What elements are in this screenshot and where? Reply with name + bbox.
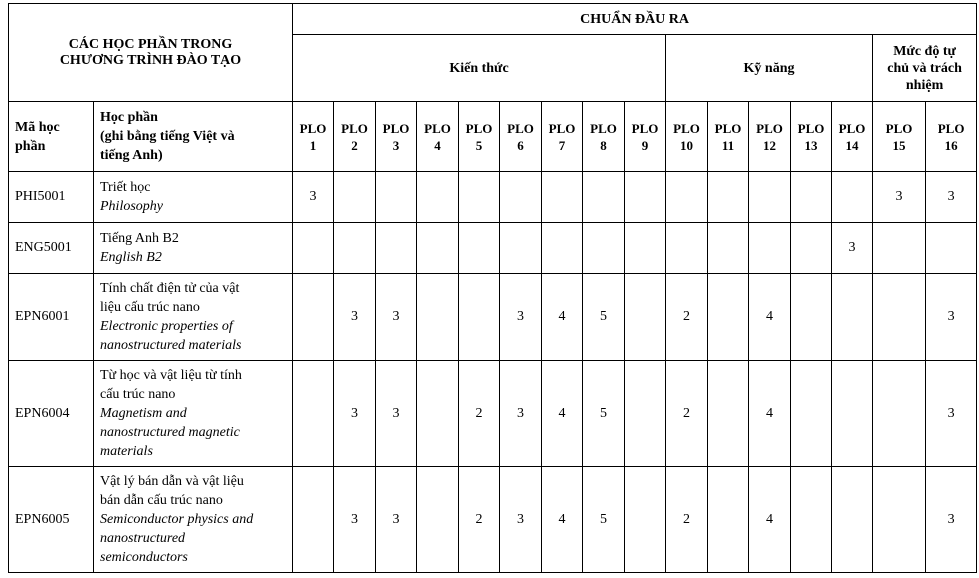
plo-4-level (417, 361, 459, 467)
plo-header-8 (583, 102, 625, 172)
course-name-vietnamese: Vật lý bán dẫn và vật liệu (100, 474, 244, 489)
plo-16-level: 3 (926, 172, 977, 223)
plo-header-1 (293, 102, 334, 172)
plo-7-level: 4 (542, 274, 583, 361)
plo-number: 9 (641, 137, 649, 153)
plo-prefix: PLO (673, 120, 700, 136)
plo-prefix: PLO (937, 120, 965, 136)
plo-number: 10 (680, 137, 693, 153)
plo-16-level: 3 (926, 467, 977, 573)
course-name-english: nanostructured magnetic (100, 425, 240, 440)
plo-2-level (334, 223, 376, 274)
course-name-english: Magnetism and (100, 406, 187, 421)
course-name-english: Electronic properties of (100, 319, 233, 334)
program-courses-title (9, 4, 293, 102)
plo-1-level (293, 361, 334, 467)
plo-8-level (583, 172, 625, 223)
plo-11-level (708, 467, 749, 573)
plo-7-level: 4 (542, 361, 583, 467)
autonomy-line-1: Mức độ tự (893, 43, 956, 59)
plo-3-level: 3 (376, 274, 417, 361)
plo-15-level: 3 (873, 172, 926, 223)
plo-6-level: 3 (500, 274, 542, 361)
course-name (94, 223, 293, 274)
plo-9-level (625, 172, 666, 223)
plo-15-level (873, 223, 926, 274)
course-code: EPN6005 (9, 467, 94, 573)
plo-prefix: PLO (299, 120, 327, 136)
course-code: EPN6004 (9, 361, 94, 467)
plo-13-level (791, 467, 832, 573)
plo-1-level: 3 (293, 172, 334, 223)
knowledge-header: Kiến thức (293, 35, 666, 102)
plo-prefix: PLO (507, 120, 534, 136)
course-code: ENG5001 (9, 223, 94, 274)
plo-number: 6 (517, 137, 524, 153)
course-name-english: nanostructured (100, 531, 186, 546)
plo-header-12 (749, 102, 791, 172)
plo-4-level (417, 274, 459, 361)
learning-outcomes-header: CHUẨN ĐẦU RA (293, 4, 977, 35)
course-name-english: Philosophy (100, 199, 163, 214)
plo-2-level: 3 (334, 274, 376, 361)
course-name-vietnamese: Triết học (100, 180, 151, 195)
plo-header-13 (791, 102, 832, 172)
plo-prefix: PLO (714, 120, 742, 136)
curriculum-outcome-matrix (8, 3, 977, 573)
plo-header-9 (625, 102, 666, 172)
plo-14-level: 3 (832, 223, 873, 274)
plo-header-10 (666, 102, 708, 172)
table-row (9, 274, 977, 361)
plo-3-level (376, 172, 417, 223)
plo-1-level (293, 274, 334, 361)
plo-11-level (708, 172, 749, 223)
plo-prefix: PLO (382, 120, 410, 136)
plo-11-level (708, 223, 749, 274)
plo-9-level (625, 361, 666, 467)
plo-4-level (417, 467, 459, 573)
plo-10-level: 2 (666, 274, 708, 361)
plo-number: 12 (763, 137, 776, 153)
plo-10-level: 2 (666, 361, 708, 467)
plo-15-level (873, 467, 926, 573)
plo-header-15 (873, 102, 926, 172)
plo-8-level: 5 (583, 361, 625, 467)
plo-number: 1 (309, 137, 317, 153)
plo-12-level (749, 172, 791, 223)
plo-number: 11 (721, 137, 735, 153)
plo-10-level (666, 223, 708, 274)
plo-number: 7 (558, 137, 566, 153)
plo-9-level (625, 223, 666, 274)
plo-11-level (708, 361, 749, 467)
plo-14-level (832, 467, 873, 573)
plo-13-level (791, 361, 832, 467)
plo-prefix: PLO (590, 120, 617, 136)
plo-prefix: PLO (424, 120, 451, 136)
plo-header-6 (500, 102, 542, 172)
plo-16-level: 3 (926, 274, 977, 361)
plo-header-5 (459, 102, 500, 172)
plo-15-level (873, 274, 926, 361)
plo-7-level (542, 172, 583, 223)
plo-2-level: 3 (334, 361, 376, 467)
course-code: PHI5001 (9, 172, 94, 223)
course-name-vietnamese: Từ học và vật liệu từ tính (100, 368, 242, 383)
plo-10-level (666, 172, 708, 223)
course-name-vietnamese: bán dẫn cấu trúc nano (100, 493, 223, 508)
plo-prefix: PLO (548, 120, 576, 136)
plo-13-level (791, 274, 832, 361)
title-line-1: CÁC HỌC PHẦN TRONG (68, 36, 233, 52)
plo-14-level (832, 361, 873, 467)
plo-prefix: PLO (631, 120, 659, 136)
plo-9-level (625, 467, 666, 573)
plo-5-level (459, 274, 500, 361)
plo-12-level (749, 223, 791, 274)
plo-13-level (791, 172, 832, 223)
plo-16-level (926, 223, 977, 274)
course-name-english: English B2 (100, 250, 162, 265)
course-name-vietnamese: Tiếng Anh B2 (100, 231, 179, 246)
table-row (9, 172, 977, 223)
title-line-2: CHƯƠNG TRÌNH ĐÀO TẠO (59, 52, 242, 68)
plo-11-level (708, 274, 749, 361)
plo-2-level: 3 (334, 467, 376, 573)
plo-16-level: 3 (926, 361, 977, 467)
autonomy-line-2: chủ và trách (887, 60, 962, 76)
course-name-vietnamese: cấu trúc nano (100, 387, 176, 402)
course-header-line-2: (ghi bằng tiếng Việt và (100, 129, 235, 144)
plo-4-level (417, 172, 459, 223)
course-name-english: Semiconductor physics and (100, 512, 254, 527)
plo-header-2 (334, 102, 376, 172)
plo-8-level: 5 (583, 274, 625, 361)
plo-prefix: PLO (885, 120, 913, 136)
plo-number: 3 (392, 137, 400, 153)
course-name (94, 467, 293, 573)
plo-header-14 (832, 102, 873, 172)
plo-12-level: 4 (749, 467, 791, 573)
course-name-english: materials (100, 444, 153, 459)
plo-5-level: 2 (459, 361, 500, 467)
plo-prefix: PLO (797, 120, 825, 136)
plo-number: 15 (892, 137, 906, 153)
plo-prefix: PLO (465, 120, 493, 136)
plo-14-level (832, 274, 873, 361)
plo-12-level: 4 (749, 274, 791, 361)
plo-prefix: PLO (756, 120, 783, 136)
plo-8-level (583, 223, 625, 274)
plo-number: 16 (944, 137, 958, 153)
plo-4-level (417, 223, 459, 274)
course-name-column-header (94, 102, 293, 172)
autonomy-header (873, 35, 977, 102)
course-code: EPN6001 (9, 274, 94, 361)
table-row (9, 467, 977, 573)
course-name-vietnamese: Tính chất điện tử của vật (100, 281, 240, 296)
plo-5-level (459, 223, 500, 274)
plo-header-11 (708, 102, 749, 172)
plo-15-level (873, 361, 926, 467)
plo-prefix: PLO (838, 120, 866, 136)
course-name (94, 274, 293, 361)
plo-6-level (500, 172, 542, 223)
course-code-column-header (9, 102, 94, 172)
table-row (9, 223, 977, 274)
plo-1-level (293, 223, 334, 274)
plo-header-4 (417, 102, 459, 172)
code-header-line-2: phần (15, 138, 46, 154)
plo-5-level (459, 172, 500, 223)
plo-3-level: 3 (376, 361, 417, 467)
plo-6-level: 3 (500, 467, 542, 573)
plo-7-level (542, 223, 583, 274)
plo-number: 8 (600, 137, 607, 153)
course-name-vietnamese: liệu cấu trúc nano (100, 300, 200, 315)
plo-number: 2 (351, 137, 358, 153)
plo-13-level (791, 223, 832, 274)
plo-9-level (625, 274, 666, 361)
code-header-line-1: Mã học (15, 119, 60, 135)
table-row (9, 361, 977, 467)
course-name-english: semiconductors (100, 550, 188, 565)
plo-1-level (293, 467, 334, 573)
plo-6-level (500, 223, 542, 274)
plo-10-level: 2 (666, 467, 708, 573)
autonomy-line-3: nhiệm (905, 77, 944, 93)
plo-7-level: 4 (542, 467, 583, 573)
plo-3-level (376, 223, 417, 274)
plo-number: 13 (804, 137, 818, 153)
plo-header-7 (542, 102, 583, 172)
plo-header-3 (376, 102, 417, 172)
course-header-line-3: tiếng Anh) (100, 148, 163, 163)
plo-header-16 (926, 102, 977, 172)
plo-number: 4 (434, 137, 441, 153)
course-name-english: nanostructured materials (100, 338, 242, 353)
plo-3-level: 3 (376, 467, 417, 573)
plo-number: 5 (475, 137, 483, 153)
course-name (94, 361, 293, 467)
plo-number: 14 (845, 137, 859, 153)
course-name (94, 172, 293, 223)
plo-8-level: 5 (583, 467, 625, 573)
plo-6-level: 3 (500, 361, 542, 467)
plo-12-level: 4 (749, 361, 791, 467)
plo-prefix: PLO (341, 120, 368, 136)
plo-14-level (832, 172, 873, 223)
plo-2-level (334, 172, 376, 223)
course-header-line-1: Học phần (100, 110, 158, 125)
plo-5-level: 2 (459, 467, 500, 573)
skills-header: Kỹ năng (666, 35, 873, 102)
